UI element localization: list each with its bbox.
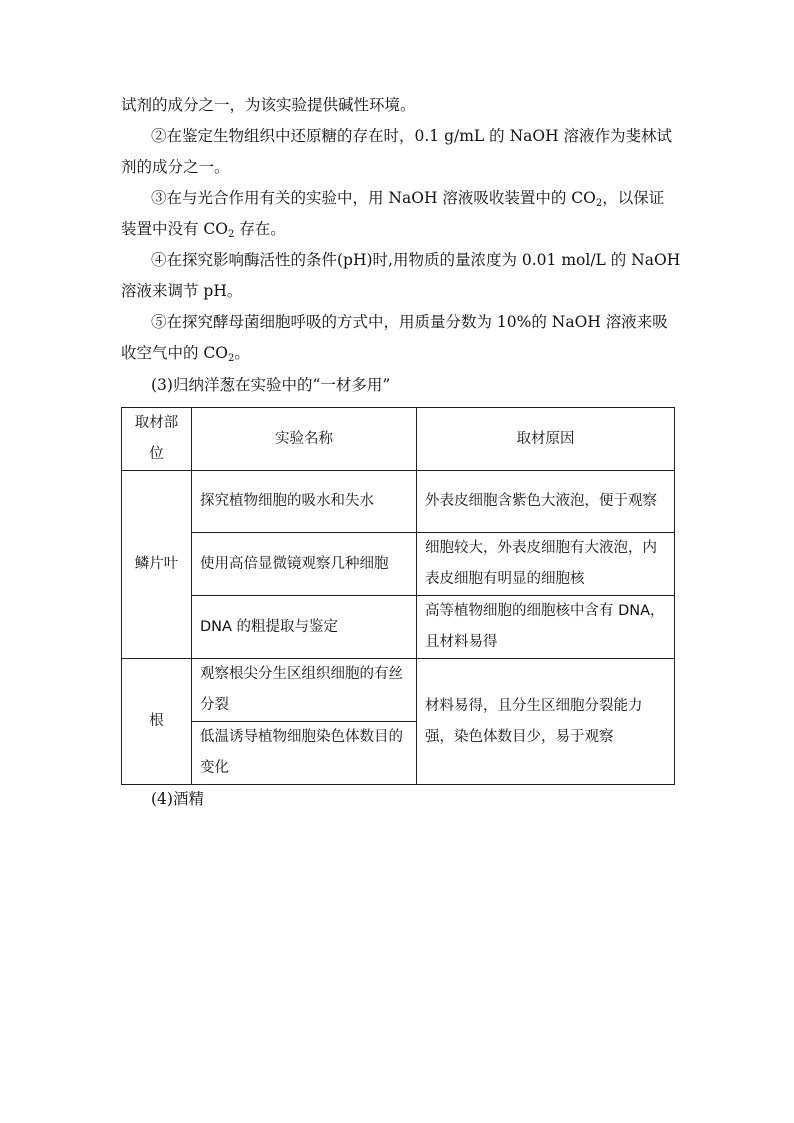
cell-experiment: 低温诱导植物细胞染色体数目的变化 (192, 722, 417, 785)
section-4-heading (121, 784, 674, 815)
onion-uses-table (121, 407, 675, 785)
paragraph-1 (121, 90, 674, 121)
paragraph-5-line-2-text-b: 。 (234, 344, 250, 362)
section-4-heading-text: (4)酒精 (151, 790, 204, 808)
cell-experiment: 使用高倍显微镜观察几种细胞 (192, 533, 417, 596)
section-3-heading-text: (3)归纳洋葱在实验中的“一材多用” (151, 376, 391, 394)
cell-reason: 外表皮细胞含紫色大液泡，便于观察 (417, 471, 675, 533)
table-row (122, 596, 675, 659)
paragraph-1-line-1: 试剂的成分之一，为该实验提供碱性环境。 (121, 96, 416, 114)
paragraph-5-line-2 (121, 338, 674, 369)
cell-experiment: DNA 的粗提取与鉴定 (192, 596, 417, 659)
co2-subscript: 2 (595, 198, 603, 209)
paragraph-2-line-1: ②在鉴定生物组织中还原糖的存在时，0.1 g/mL 的 NaOH 溶液作为斐林试 (151, 127, 673, 145)
paragraph-3-line-1-text-b: ，以保证 (602, 189, 665, 207)
paragraph-5 (121, 307, 674, 369)
paragraph-3-line-2-text-a: 装置中没有 CO (121, 220, 228, 238)
cell-experiment: 探究植物细胞的吸水和失水 (192, 471, 417, 533)
paragraph-3-line-1 (121, 183, 674, 214)
section-3-heading (121, 370, 674, 401)
paragraph-4-line-1: ④在探究影响酶活性的条件(pH)时,用物质的量浓度为 0.01 mol/L 的 NaOH (151, 251, 681, 269)
cell-part-root: 根 (122, 659, 192, 785)
table-header-row (122, 408, 675, 471)
paragraph-3-line-1-text-a: ③在与光合作用有关的实验中，用 NaOH 溶液吸收装置中的 CO (151, 189, 596, 207)
co2-subscript: 2 (228, 353, 235, 364)
paragraph-5-line-2-text-a: 收空气中的 CO (121, 344, 228, 362)
table-row (122, 471, 675, 533)
paragraph-3-line-2-text-b: 存在。 (234, 220, 286, 238)
paragraph-4 (121, 245, 681, 307)
cell-reason-root: 材料易得，且分生区细胞分裂能力强，染色体数目少，易于观察 (417, 659, 675, 785)
paragraph-3 (121, 183, 674, 245)
table-row (122, 533, 675, 596)
paragraph-5-line-1: ⑤在探究酵母菌细胞呼吸的方式中，用质量分数为 10%的 NaOH 溶液来吸 (151, 313, 668, 331)
cell-reason: 高等植物细胞的细胞核中含有 DNA，且材料易得 (417, 596, 675, 659)
header-part: 取材部位 (122, 408, 192, 471)
cell-reason: 细胞较大，外表皮细胞有大液泡，内表皮细胞有明显的细胞核 (417, 533, 675, 596)
cell-part-scale-leaf: 鳞片叶 (122, 471, 192, 659)
paragraph-4-line-2: 溶液来调节 pH。 (121, 282, 243, 300)
header-reason: 取材原因 (417, 408, 675, 471)
paragraph-2 (121, 121, 674, 183)
header-experiment: 实验名称 (192, 408, 417, 471)
cell-experiment: 观察根尖分生区组织细胞的有丝分裂 (192, 659, 417, 722)
paragraph-2-line-2: 剂的成分之一。 (121, 158, 230, 176)
co2-subscript: 2 (228, 229, 235, 240)
table-row (122, 659, 675, 722)
paragraph-3-line-2 (121, 214, 674, 245)
